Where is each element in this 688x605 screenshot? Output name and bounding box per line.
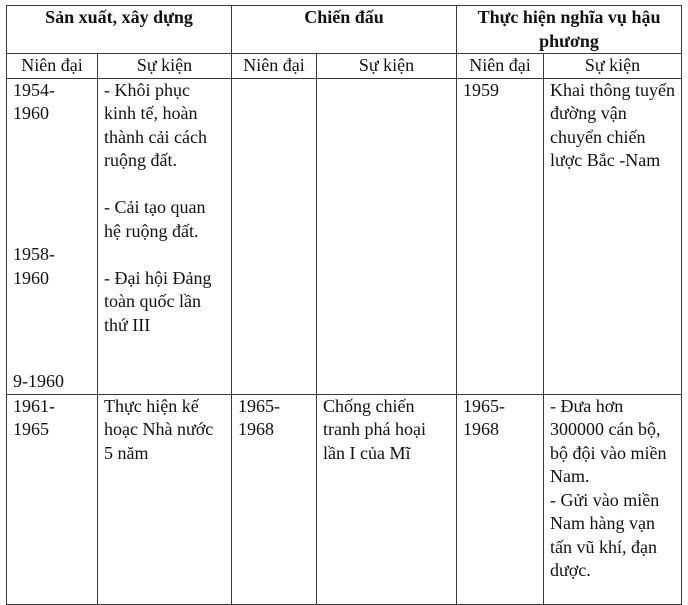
event-text: - Gửi vào miền Nam hàng vạn tấn vũ khí, đạn dược. [550,489,660,580]
event-cell [317,78,457,394]
table-row [7,78,682,394]
event-cell [544,394,682,604]
event-cell: Chống chiến tranh phá hoại lần I của Mĩ [317,394,457,604]
event-text: - Khôi phục kinh tế, hoàn thành cải cách ruộng đất. [104,79,207,170]
group-header-row [7,6,682,54]
col-header-event: Sự kiện [544,54,682,79]
period-text: 1958- [13,244,55,264]
event-text: - Cải tạo quan hệ ruộng đất. [104,197,206,241]
event-text: - Đưa hơn 300000 cán bộ, bộ đội vào miền Nam. [550,395,667,486]
period-cell: 1965-1968 [457,394,544,604]
period-text: 1960 [13,267,49,288]
period-text: 9-1960 [13,371,64,391]
sub-header-row [7,54,682,79]
group-header-production: Sản xuất, xây dựng [7,6,232,54]
event-cell [98,78,232,394]
table-row [7,394,682,604]
event-cell: Khai thông tuyến đường vận chuyển chiến lược Bắc -Nam [544,78,682,394]
period-cell: 1961-1965 [7,394,98,604]
period-text: 1954- [13,79,55,100]
col-header-period: Niên đại [7,54,98,79]
period-cell: 1965-1968 [232,394,317,604]
group-header-combat: Chiến đấu [232,6,457,54]
period-text: 1960 [13,103,49,123]
period-cell [7,78,98,394]
group-header-rear-duty: Thực hiện nghĩa vụ hậu phương [457,6,682,54]
period-cell [232,78,317,394]
col-header-period: Niên đại [232,54,317,79]
col-header-period: Niên đại [457,54,544,79]
col-header-event: Sự kiện [317,54,457,79]
event-cell: Thực hiện kế hoạc Nhà nước 5 năm [98,394,232,604]
period-cell: 1959 [457,78,544,394]
event-text: - Đại hội Đảng toàn quốc lần thứ III [104,267,212,335]
col-header-event: Sự kiện [98,54,232,79]
history-table [6,5,682,605]
